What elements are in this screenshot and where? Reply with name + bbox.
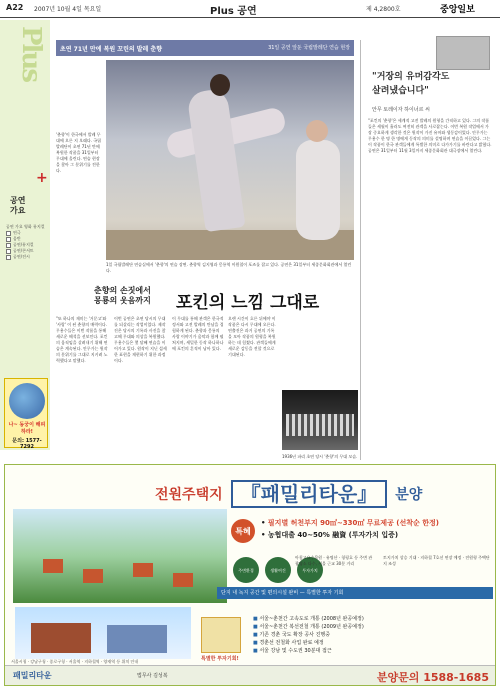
house-roof (31, 623, 91, 653)
ad-location-line: 서울시청 · 강남구청 · 종로구청 · 서울역 · 지하철역 · 양재역 등 위치 안내 (11, 659, 139, 664)
section-title: Plus 공연 (210, 6, 257, 17)
ad-blurb: 특별한 투자기회! (201, 656, 239, 662)
ad-phone: 문의: 1577-7292 (12, 438, 42, 450)
issue-number: 제 4,2800호 (366, 6, 401, 13)
ad-list-item: ■ 서울~춘천간 복선전철 개통 (2009년 완공예정) (253, 623, 473, 631)
teacher-body (296, 140, 340, 240)
ad-contact: 법무사 김성복 (137, 673, 168, 679)
interview-quote: "거장의 유머감각도 살려냈습니다" (372, 72, 450, 96)
ad-list-item: ■ 경춘선 전철화 사업 완료 예정 (253, 639, 473, 647)
ad-title-post: 분양 (395, 487, 423, 503)
interview-text: "포킨의 '춘향'은 세계적 고전 발레의 원형을 간직하고 있다. 그의 작품들은 세월이 흘러도 여전히 관객을 사로잡는다. 이번 복원 작업에서 가장 중요하게 생각한 것은 원작이 가진 유머와 생동감이었다. 안무가는 무용수 한 명 한 명에게 동작의 의미를 설명하며 연습을 이끌었다. 그는 이 작품이 한국 관객들에게 특별한 의미로 다가가기를 바란다고 밝혔다. 공연은 31일부터 11월 3일까지 세종문화회관 대극장에서 열린다. (368, 118, 492, 153)
circle-badge: 주변환경 (233, 557, 259, 583)
feature-line: • 필지별 허천부지 90㎡~330㎡ 무료제공 (선착순 한정) (261, 519, 439, 527)
page-header (0, 0, 500, 18)
band-left: 초연 71년 만에 복원 꼬린의 발레 춘향 (60, 46, 163, 53)
plus-icon: + (36, 170, 48, 186)
ad-features (261, 517, 439, 541)
ballet-photo (106, 60, 354, 260)
category-legend (6, 224, 46, 260)
legend-label: 공연/콘서트 (13, 248, 34, 253)
checkbox-icon (6, 255, 11, 260)
house-icon (173, 573, 193, 587)
stage-photo (282, 390, 358, 450)
ad-landscape (13, 509, 227, 603)
circle-badge: 투자가치 (297, 557, 323, 583)
article-column: "또 하나의 재미는 '거문고'와 '사랑' 이 된 춘향의 매력이다. 무용수들은 이번 작품을 통해 새로운 해석을 선보인다. 포킨의 움직임을 살려내기 위해 연습은 계속된다. 안무가는 원작의 분위기를 그대로 지키려 노력했다고 말했다. (56, 316, 108, 363)
ad-house-icon (201, 617, 241, 653)
interview-byline: 안무 토레이자 하이너르 씨 (372, 107, 430, 113)
feature-text: 농협대출 40~50% 融資 (투자가치 입증) (267, 531, 399, 539)
ad-list-item: ■ 기존 경춘 국도 확장 공사 진행중 (253, 631, 473, 639)
ad-points-left: 아침고요수목원 · 유명산 · 청평호 등 주변 관광명소 다수, 서울 근교 30분 거리 (295, 555, 373, 566)
column-divider (360, 40, 361, 460)
house-icon (43, 559, 63, 573)
special-badge: 특혜 (231, 519, 255, 543)
legend-label: 음반 (13, 236, 21, 241)
ad-phone-number[interactable]: 분양문의 1588-1685 (376, 671, 489, 684)
ad-footer (5, 665, 496, 685)
feature-line: • 농협대출 40~50% 融資 (투자가치 입증) (261, 531, 399, 539)
legend-item (6, 254, 46, 260)
title-band (56, 40, 354, 56)
ad-title-main: 『패밀리타운』 (231, 480, 388, 508)
house-icon (83, 569, 103, 583)
ad-points-right: 토지가치 상승 기대 · 지하철 7호선 연장 예정 · 전원형 주택단지 조성 (383, 555, 490, 566)
plus-wordmark: Plus (16, 26, 46, 81)
article-column: 이번 공연은 초연 당시의 무대를 되살리는 작업이었다. 제작진은 당시의 기록과 사진을 참고해 무대와 의상을 복원했다. 무용수들은 몇 달째 연습을 이어가고 있다. 원작이 지닌 섬세한 표현을 재현하기 위한 과정이다. (114, 316, 167, 363)
checkbox-icon (6, 249, 11, 254)
date-line: 2007년 10월 4일 목요일 (34, 6, 102, 13)
house-icon (133, 563, 153, 577)
ad-list-item: ■ 서울 강남 및 수도권 30분대 접근 (253, 647, 473, 655)
ad-title (155, 481, 422, 507)
intro-text: '춘향'이 한국에서 발레 무대에 오른 지 오래다. 국립발레단이 초연 71년 만에 복원한 작품을 31일부터 무대에 올린다. 연습 현장을 찾아 그 분위기를 전한다. (56, 132, 101, 173)
article-column: 오랜 시간이 흐른 뒤에야 이 작품은 다시 무대에 오른다. 연출진은 과거 공연의 기록을 모아 작품의 원형을 복원하는 데 힘썼다. 관객들에게 새로운 감동을 전할 것으로 기대된다. (228, 316, 276, 357)
stage-cast (286, 414, 354, 436)
dancer-head (210, 74, 230, 96)
checkbox-icon (6, 231, 11, 236)
housing-ad[interactable] (4, 464, 496, 686)
ad-illustration (9, 383, 45, 419)
house-roof (107, 625, 167, 653)
sidebar-ad[interactable] (4, 378, 48, 448)
article-column: 이 무대를 통해 관객은 한국적 정서와 고전 발레의 만남을 경험하게 된다. 춘향과 몽룡의 사랑 이야기가 음악과 함께 펼쳐지며, 세밀한 동작 하나하나에 포킨의 흔적이 남아 있다. (172, 316, 224, 351)
legend-label: 연극 (13, 230, 21, 235)
page-number: A22 (6, 3, 24, 12)
circle-badge: 생활여건 (265, 557, 291, 583)
photo-caption: 1일 국립발레단 연습실에서 '춘향'의 연습 장면. 춘향역 김지영과 몽룡역 이원철이 포즈를 잡고 있다. 공연은 31일부터 세종문화회관에서 열린다. (106, 262, 352, 273)
category-label: 공연 가요 (10, 196, 26, 215)
ad-list-item: ■ 서울~춘천간 고속도로 개통 (2008년 완공예정) (253, 615, 473, 623)
checkbox-icon (6, 237, 11, 242)
ad-slogan: 나~ 동궁이 해피하라! (8, 422, 46, 435)
feature-text: 필지별 허천부지 90㎡~330㎡ 무료제공 (선착순 한정) (267, 519, 439, 527)
ad-house-photo (15, 607, 191, 659)
band-right: 31일 공연 앞둔 국립발레단 연습 현장 (268, 45, 350, 51)
legend-label: 공연/전시 (13, 254, 30, 259)
kicker: 춘향의 손짓에서 몽룡의 웃음까지 (94, 286, 151, 305)
checkbox-icon (6, 243, 11, 248)
ad-list (253, 615, 473, 655)
newspaper-logo: 중앙일보 (440, 5, 475, 15)
legend-title: 공연 가요 영화 뮤지컬 (6, 224, 45, 229)
ad-brand: 패밀리타운 (13, 671, 52, 680)
ad-title-pre: 전원주택지 (155, 487, 223, 503)
headline: 포킨의 느낌 그대로 (176, 293, 320, 313)
author-photo (436, 36, 490, 70)
stage-caption: 1936년 파리 초연 당시 '춘향'의 무대 모습. (282, 454, 358, 459)
teacher-head (306, 120, 328, 142)
dancer-body (186, 88, 245, 232)
legend-label: 공연/뮤지컬 (13, 242, 34, 247)
ad-blue-bar: 단지 내 녹지 공간 및 편의시설 완비 — 특별한 투자 기회 (217, 587, 493, 599)
